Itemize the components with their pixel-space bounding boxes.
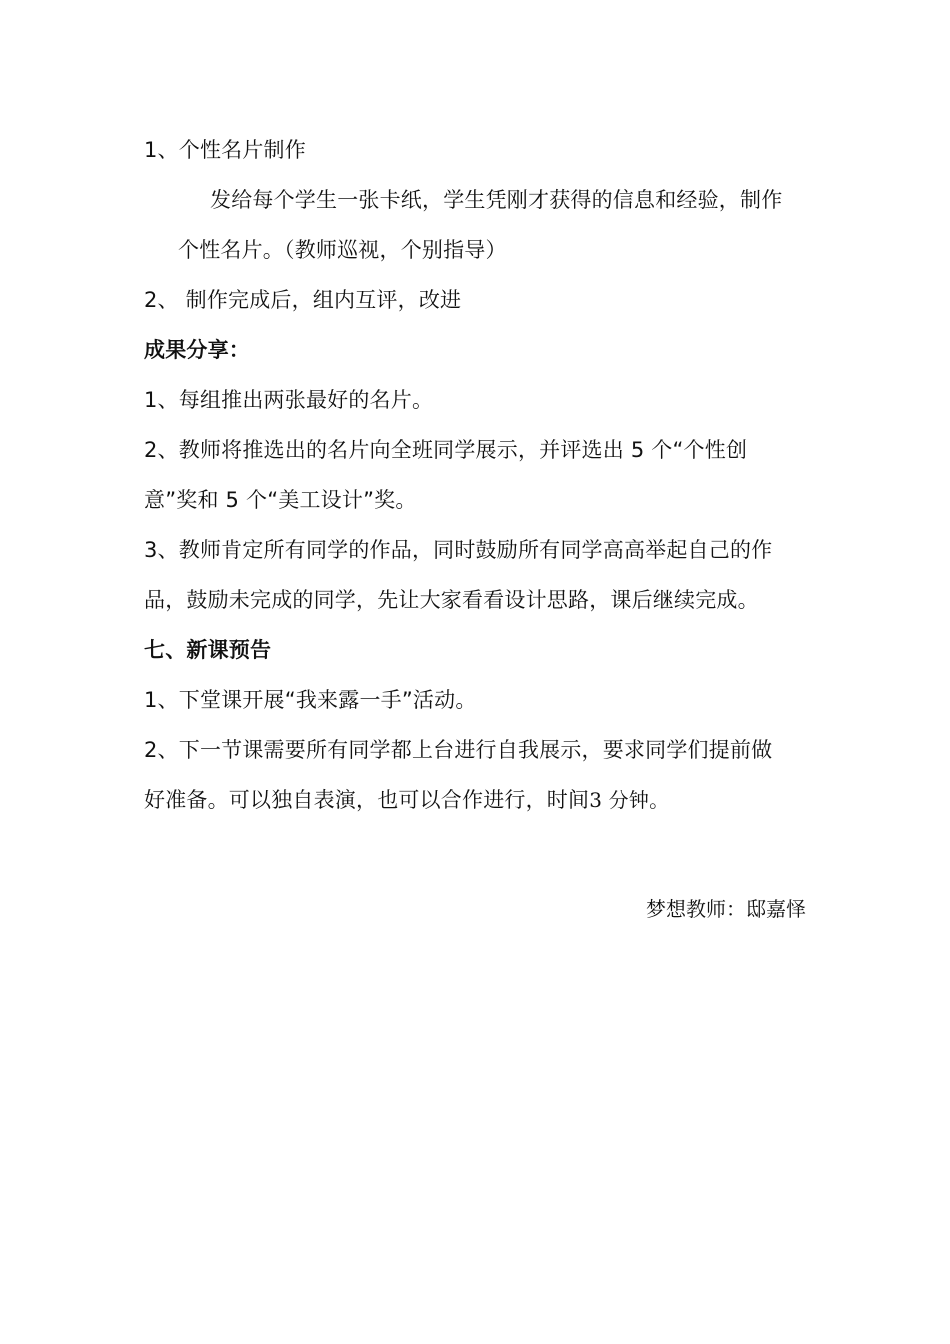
- section-heading-preview: 七、新课预告: [144, 638, 272, 662]
- list-item-continuation: 品，鼓励未完成的同学，先让大家看看设计思路，课后继续完成。: [144, 588, 759, 612]
- list-item-text: 好准备。可以独自表演，也可以合作进行，时间: [144, 788, 590, 812]
- item-1-heading: 1、个性名片制作: [144, 138, 306, 162]
- paragraph-line: 个性名片。（教师巡视，个别指导）: [178, 238, 507, 262]
- item-2-heading: 2、 制作完成后，组内互评，改进: [144, 288, 462, 312]
- paragraph-line: 发给每个学生一张卡纸，学生凭刚才获得的信息和经验，制作: [210, 188, 783, 212]
- list-item-continuation: 意”奖和 5 个“美工设计”奖。: [144, 488, 417, 512]
- list-item-text-tail: 3 分钟。: [589, 788, 670, 812]
- list-item: 2、教师将推选出的名片向全班同学展示，并评选出 5 个“个性创: [144, 438, 748, 462]
- list-item: 1、每组推出两张最好的名片。: [144, 388, 434, 412]
- section-heading-share: 成果分享：: [144, 338, 250, 362]
- list-item: 3、教师肯定所有同学的作品，同时鼓励所有同学高高举起自己的作: [144, 538, 773, 562]
- signature: 梦想教师：邸嘉怿: [646, 897, 806, 921]
- list-item: 1、下堂课开展“我来露一手”活动。: [144, 688, 477, 712]
- list-item: 2、下一节课需要所有同学都上台进行自我展示，要求同学们提前做: [144, 738, 773, 762]
- list-item-continuation: [144, 786, 669, 814]
